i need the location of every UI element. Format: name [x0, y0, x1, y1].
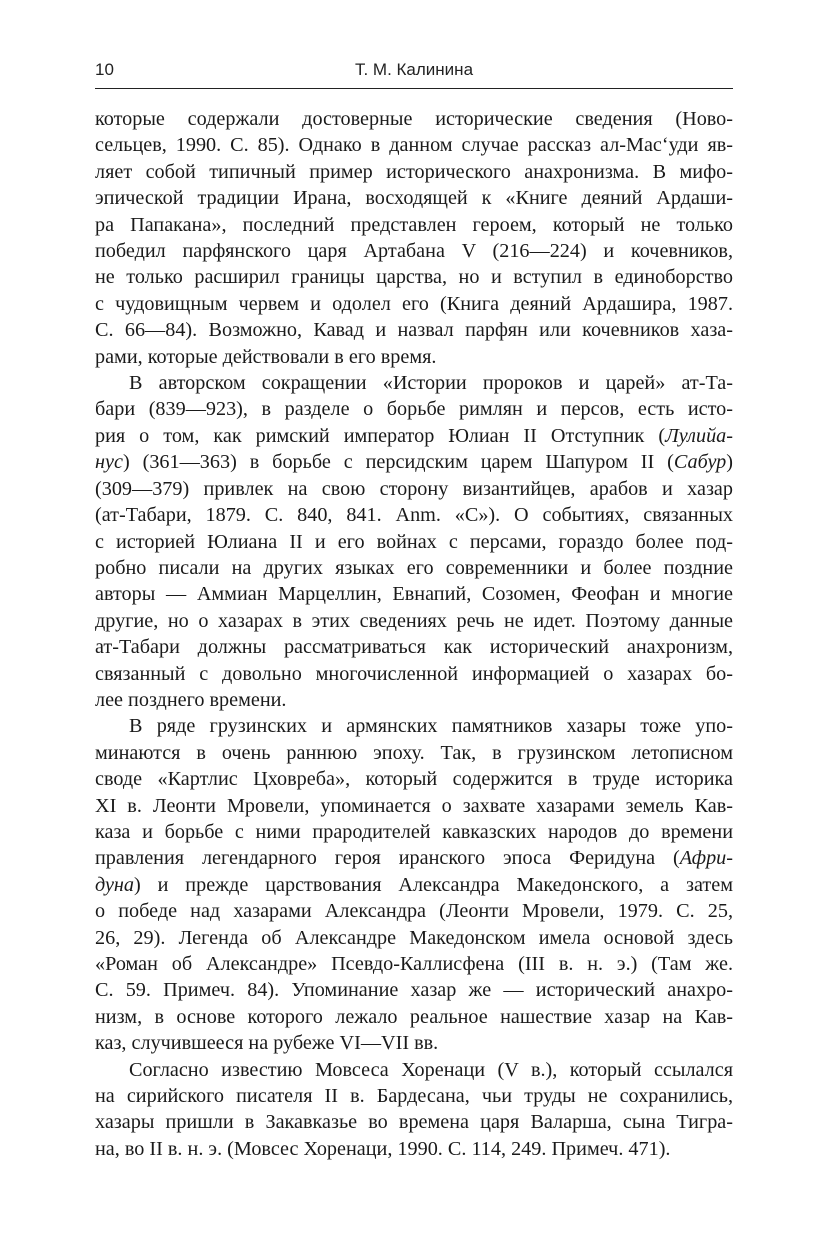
- text-line: [95, 212, 733, 238]
- paragraph: [95, 1057, 733, 1163]
- text-segment: робно писали на других языках его современники и более поздние: [95, 556, 733, 579]
- text-line: [95, 185, 733, 211]
- text-line: [95, 291, 733, 317]
- text-segment: своде «Картлис Цховреба», который содержится в труде историка: [95, 768, 733, 791]
- text-line: [95, 555, 733, 581]
- text-segment: С. 66—84). Возможно, Кавад и назвал парфян или кочевников хаза-: [95, 319, 733, 342]
- text-segment: В ряде грузинских и армянских памятников хазары тоже упо-: [129, 715, 733, 738]
- text-segment: которые содержали достоверные исторические сведения (Ново-: [95, 108, 733, 130]
- text-segment: авторы — Аммиан Марцеллин, Евнапий, Созомен, Феофан и многие: [95, 583, 733, 606]
- running-head: Т. М. Калинина: [354, 60, 474, 79]
- text-line: [95, 396, 733, 422]
- text-line: [95, 740, 733, 766]
- text-line: [95, 766, 733, 792]
- text-line: [95, 608, 733, 634]
- text-line: [95, 925, 733, 951]
- text-line: [95, 951, 733, 977]
- text-segment: В авторском сокращении «Истории пророков и царей» ат-Та-: [129, 372, 733, 395]
- text-segment: рами, которые действовали в его время.: [95, 345, 437, 368]
- text-segment: о победе над хазарами Александра (Леонти Мровели, 1979. С. 25,: [95, 900, 733, 923]
- paragraph: [95, 106, 733, 370]
- text-line: [95, 687, 733, 713]
- text-line: [95, 132, 733, 158]
- text-segment: 26, 29). Легенда об Александре Македонском имела основой здесь: [95, 926, 733, 949]
- text-line: [95, 713, 733, 739]
- text-segment: с чудовищным червем и одолел его (Книга деяний Ардашира, 1987.: [95, 292, 733, 315]
- text-segment: минаются в очень раннюю эпоху. Так, в грузинском летописном: [95, 741, 733, 764]
- text-line: [95, 793, 733, 819]
- text-segment: лее позднего времени.: [95, 688, 287, 711]
- text-segment: дуна: [95, 873, 135, 896]
- text-line: [95, 317, 733, 343]
- text-segment: С. 59. Примеч. 84). Упоминание хазар же — исторический анахро-: [95, 979, 733, 1002]
- text-segment: (ат-Табари, 1879. С. 840, 841. Anm. «С»). О событиях, связанных: [95, 504, 733, 527]
- page-header: [95, 60, 733, 89]
- text-segment: победил парфянского царя Артабана V (216—224) и кочевников,: [95, 240, 733, 263]
- text-segment: связанный с довольно многочисленной информацией о хазарах бо-: [95, 662, 733, 685]
- text-segment: эпической традиции Ирана, восходящей к «Книге деяний Ардаши-: [95, 187, 733, 210]
- body-text: [95, 106, 733, 1162]
- text-segment: на, во II в. н. э. (Мовсес Хоренаци, 1990. С. 114, 249. Примеч. 471).: [95, 1137, 671, 1160]
- text-line: [95, 476, 733, 502]
- text-line: [95, 344, 733, 370]
- text-segment: Согласно известию Мовсеса Хоренаци (V в.), который ссылался: [129, 1058, 733, 1081]
- text-line: [95, 898, 733, 924]
- text-segment: Сабур: [673, 451, 727, 474]
- text-segment: каз, случившееся на рубеже VI—VII вв.: [95, 1032, 439, 1055]
- text-line: [95, 159, 733, 185]
- text-segment: ат-Табари должны рассматриваться как исторический анахронизм,: [95, 636, 733, 659]
- text-segment: «Роман об Александре» Псевдо-Каллисфена (III в. н. э.) (Там же.: [95, 953, 733, 975]
- text-line: [95, 449, 733, 475]
- text-line: [95, 581, 733, 607]
- text-segment: XI в. Леонти Мровели, упоминается о захвате хазарами земель Кав-: [95, 794, 733, 817]
- text-line: [95, 1136, 733, 1162]
- text-line: [95, 1057, 733, 1083]
- text-segment: ) и прежде царствования Александра Македонского, а затем: [134, 873, 733, 896]
- text-line: [95, 634, 733, 660]
- text-segment: бари (839—923), в разделе о борьбе римлян и персов, есть исто-: [95, 398, 733, 421]
- text-segment: другие, но о хазарах в этих сведениях речь не идет. Поэтому данные: [95, 609, 733, 632]
- text-line: [95, 264, 733, 290]
- page-number: 10: [95, 60, 114, 79]
- text-line: [95, 502, 733, 528]
- text-segment: нус: [95, 451, 123, 474]
- text-line: [95, 661, 733, 687]
- text-line: [95, 977, 733, 1003]
- text-line: [95, 1030, 733, 1056]
- text-line: [95, 845, 733, 871]
- text-segment: низм, в основе которого лежало реальное нашествие хазар на Кав-: [95, 1005, 733, 1028]
- text-segment: рия о том, как римский император Юлиан II Отступник (: [95, 424, 666, 447]
- text-segment: с историей Юлиана II и его войнах с персами, гораздо более под-: [95, 530, 733, 553]
- text-line: [95, 238, 733, 264]
- text-segment: ): [726, 451, 733, 474]
- text-segment: (309—379) привлек на свою сторону византийцев, арабов и хазар: [95, 477, 733, 500]
- text-segment: хазары пришли в Закавказье во времена царя Валарша, сына Тигра-: [95, 1111, 733, 1134]
- text-segment: Афри-: [679, 847, 733, 870]
- text-segment: Лулийа-: [665, 424, 733, 447]
- text-line: [95, 370, 733, 396]
- text-line: [95, 1083, 733, 1109]
- paragraph: [95, 713, 733, 1056]
- text-segment: сельцев, 1990. С. 85). Однако в данном случае рассказ ал-Мас‘уди яв-: [95, 134, 733, 157]
- text-segment: ляет собой типичный пример исторического анахронизма. В мифо-: [95, 160, 733, 183]
- text-line: [95, 423, 733, 449]
- text-segment: ) (361—363) в борьбе с персидским царем Шапуром II (: [122, 451, 674, 474]
- text-line: [95, 872, 733, 898]
- text-line: [95, 1004, 733, 1030]
- text-line: [95, 529, 733, 555]
- text-line: [95, 1109, 733, 1135]
- text-segment: на сирийского писателя II в. Бардесана, чьи труды не сохранились,: [95, 1085, 733, 1108]
- text-segment: не только расширил границы царства, но и вступил в единоборство: [95, 266, 733, 289]
- text-segment: ра Папакана», последний представлен героем, который не только: [95, 213, 733, 236]
- text-segment: правления легендарного героя иранского эпоса Феридуна (: [95, 847, 680, 870]
- text-segment: каза и борьбе с ними прародителей кавказских народов до времени: [95, 820, 733, 843]
- paragraph: [95, 370, 733, 713]
- text-line: [95, 106, 733, 132]
- text-line: [95, 819, 733, 845]
